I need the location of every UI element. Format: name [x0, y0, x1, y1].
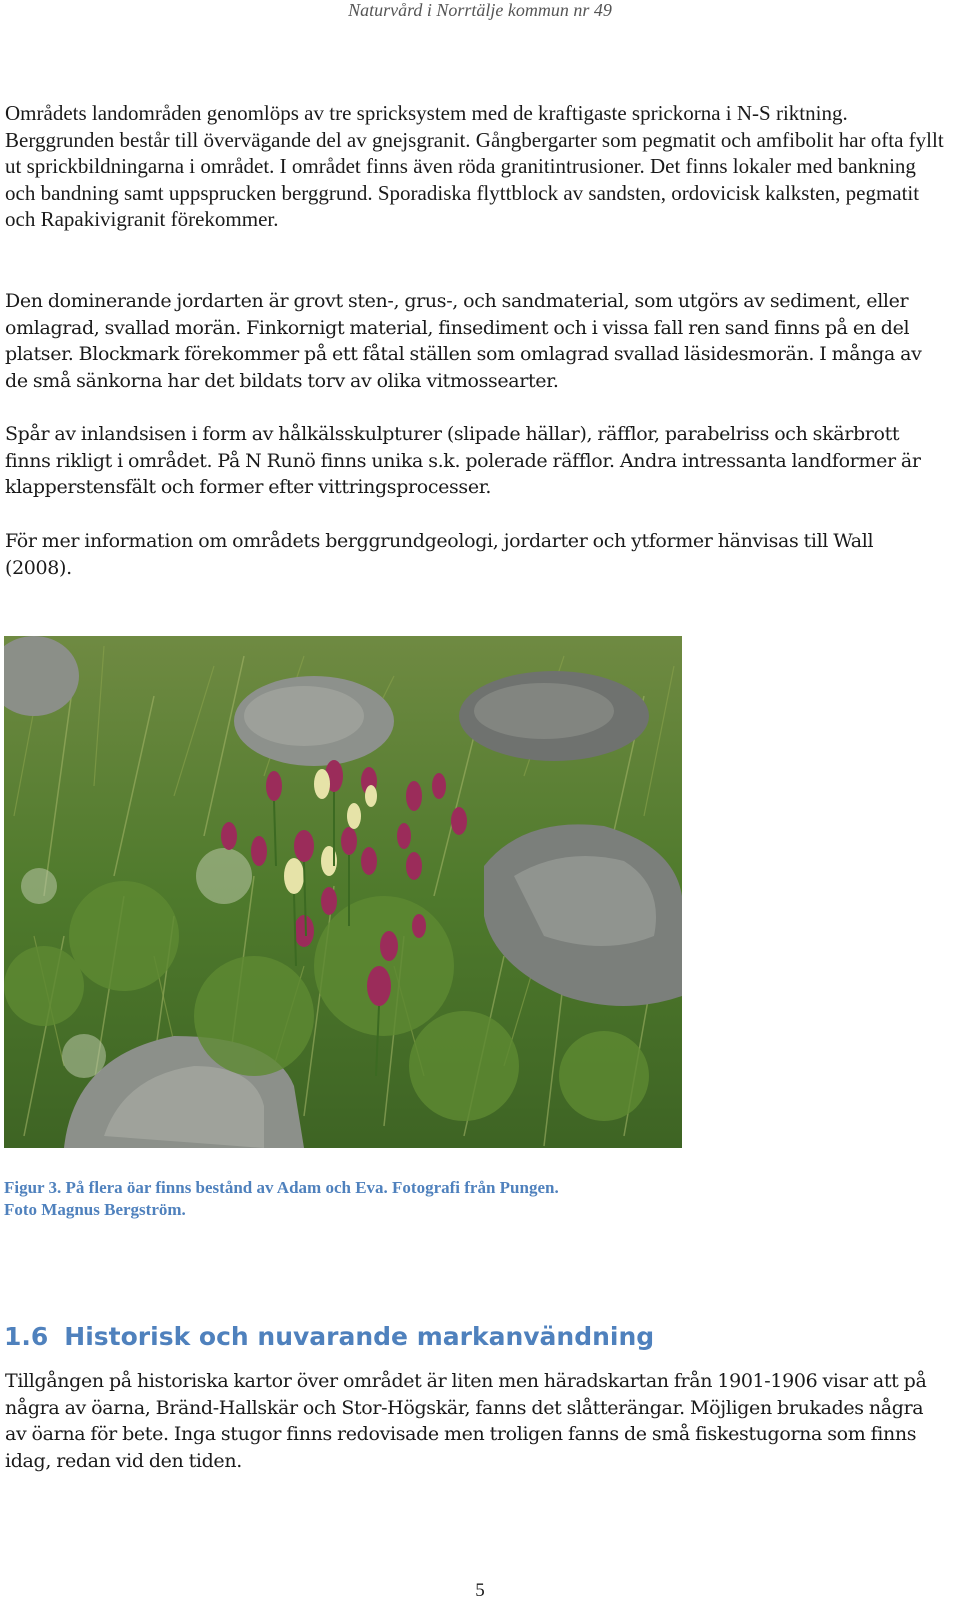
figure-caption-line: Figur 3. På flera öar finns bestånd av Adam och Eva. Fotografi från Pungen.: [4, 1178, 559, 1197]
section-heading: [4, 1322, 654, 1351]
body-paragraph: Den dominerande jordarten är grovt sten-, grus-, och sandmaterial, som utgörs av sediment, eller omlagrad, svallad morän. Finkornigt material, finsediment och i vissa fall ren sand finns på en del platser. Blockmark förekommer på ett fåtal ställen som omlagrad svallad läsidesmorän. I många av de små sänkorna har det bildats torv av olika vitmossearter.: [5, 290, 922, 392]
body-paragraph: Tillgången på historiska kartor över området är liten men häradskartan från 1901-1906 visar att på några av öarna, Bränd-Hallskär och Stor-Högskär, fanns det slåtterängar. Möjligen brukades några av öarna för bete. Inga stugor finns redovisade men troligen fanns de små fiskestugorna som finns idag, redan vid den tiden.: [5, 1370, 927, 1472]
body-paragraph: För mer information om områdets berggrundgeologi, jordarter och ytformer hänvisas till Wall (2008).: [5, 530, 874, 579]
body-paragraph: Spår av inlandsisen i form av hålkälsskulpturer (slipade hällar), räfflor, parabelriss och skärbrott finns rikligt i området. På N Runö finns unika s.k. polerade räfflor. Andra intressanta landformer är klapperstensfält och former efter vittringsprocesser.: [5, 423, 921, 498]
figure-caption-line: Foto Magnus Bergström.: [4, 1200, 186, 1219]
page-number: 5: [475, 1580, 485, 1601]
body-paragraph: Områdets landområden genomlöps av tre spricksystem med de kraftigaste sprickorna i N-S riktning. Berggrunden består till övervägande del av gnejsgranit. Gångbergarter som pegmatit och amfibolit har ofta fyllt ut sprickbildningarna i området. I området finns även röda granitintrusioner. Det finns lokaler med bankning och bandning samt uppsprucken berggrund. Sporadiska flyttblock av sandsten, ordovicisk kalksten, pegmatit och Rapakivigranit förekommer.: [5, 101, 944, 231]
figure-caption: [4, 1177, 559, 1221]
figure-photo-orchids: [4, 636, 682, 1148]
running-header: Naturvård i Norrtälje kommun nr 49: [348, 0, 612, 20]
section-number: 1.6: [4, 1322, 49, 1351]
section-title: Historisk och nuvarande markanvändning: [64, 1322, 655, 1351]
